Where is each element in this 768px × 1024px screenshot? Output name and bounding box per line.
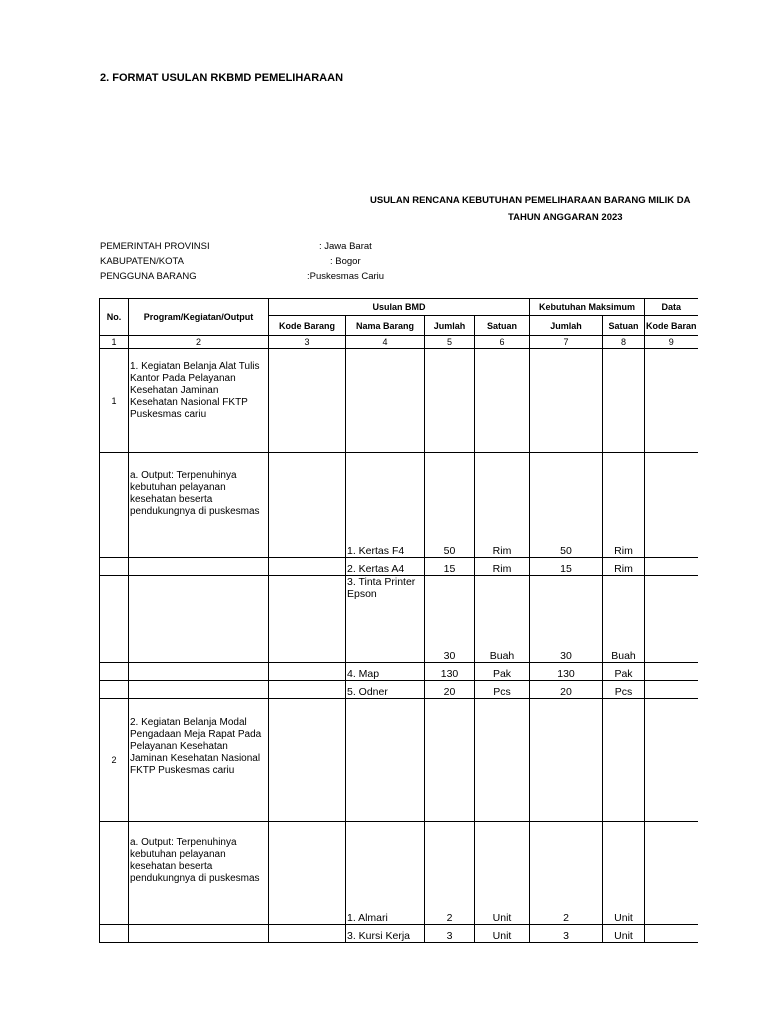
col-number: 9 [645,336,698,349]
item-jumlah: 2 [425,822,475,925]
kegiatan-text: 1. Kegiatan Belanja Alat Tulis Kantor Pada Pelayanan Kesehatan Jaminan Kesehatan Nasional FKTP Puskesmas cariu [129,349,269,453]
item-satuan-maks: Rim [603,453,645,558]
kota-label: KABUPATEN/KOTA [100,256,184,267]
col-number: 7 [530,336,603,349]
item-jumlah-maks: 20 [530,681,603,699]
output-text: a. Output: Terpenuhinya kebutuhan pelayanan kesehatan beserta pendukungnya di puskesmas [129,453,269,558]
pengguna-label: PENGGUNA BARANG [100,271,197,282]
header-nama-barang: Nama Barang [346,316,425,336]
col-number: 1 [100,336,129,349]
provinsi-value: : Jawa Barat [319,241,372,252]
item-satuan-maks: Unit [603,822,645,925]
item-satuan-maks: Unit [603,925,645,943]
rkbmd-table [99,298,698,943]
header-kebutuhan-maksimum: Kebutuhan Maksimum [530,299,645,316]
output-text: a. Output: Terpenuhinya kebutuhan pelayanan kesehatan beserta pendukungnya di puskesmas [129,822,269,925]
row-number: 2 [100,699,129,822]
header-kode-barang-data: Kode Baran [645,316,698,336]
item-satuan-maks: Pcs [603,681,645,699]
document-subtitle: TAHUN ANGGARAN 2023 [508,212,623,223]
col-number: 2 [129,336,269,349]
col-number: 3 [269,336,346,349]
header-jumlah: Jumlah [425,316,475,336]
item-nama: 5. Odner [346,681,425,699]
item-jumlah: 20 [425,681,475,699]
item-jumlah-maks: 3 [530,925,603,943]
kegiatan-text: 2. Kegiatan Belanja Modal Pengadaan Meja Rapat Pada Pelayanan Kesehatan Jaminan Kesehatan Nasional FKTP Puskesmas cariu [129,699,269,822]
item-jumlah: 50 [425,453,475,558]
kota-value: : Bogor [330,256,361,267]
item-satuan: Buah [475,576,530,663]
header-program: Program/Kegiatan/Output [129,299,269,336]
header-usulan-bmd: Usulan BMD [269,299,530,316]
item-satuan: Pak [475,663,530,681]
item-satuan: Rim [475,453,530,558]
header-no: No. [100,299,129,336]
col-number: 4 [346,336,425,349]
item-jumlah-maks: 2 [530,822,603,925]
item-nama: 1. Almari [346,822,425,925]
document-title: USULAN RENCANA KEBUTUHAN PEMELIHARAAN BARANG MILIK DA [370,195,691,206]
item-satuan-maks: Buah [603,576,645,663]
header-jumlah-maks: Jumlah [530,316,603,336]
col-number: 6 [475,336,530,349]
item-jumlah: 15 [425,558,475,576]
provinsi-label: PEMERINTAH PROVINSI [100,241,210,252]
header-satuan-maks: Satuan [603,316,645,336]
header-satuan: Satuan [475,316,530,336]
item-nama: 4. Map [346,663,425,681]
row-number: 1 [100,349,129,453]
item-jumlah-maks: 130 [530,663,603,681]
item-jumlah: 30 [425,576,475,663]
item-satuan: Rim [475,558,530,576]
item-jumlah: 3 [425,925,475,943]
header-kode-barang: Kode Barang [269,316,346,336]
item-nama: 3. Kursi Kerja [346,925,425,943]
item-nama: 1. Kertas F4 [346,453,425,558]
pengguna-value: :Puskesmas Cariu [307,271,385,282]
item-jumlah-maks: 15 [530,558,603,576]
col-number: 5 [425,336,475,349]
item-satuan-maks: Pak [603,663,645,681]
col-number: 8 [603,336,645,349]
item-satuan-maks: Rim [603,558,645,576]
item-satuan: Unit [475,822,530,925]
item-nama: 2. Kertas A4 [346,558,425,576]
page-heading: 2. FORMAT USULAN RKBMD PEMELIHARAAN [100,72,344,84]
item-nama: 3. Tinta Printer Epson [346,576,425,663]
item-satuan: Unit [475,925,530,943]
item-jumlah-maks: 50 [530,453,603,558]
item-jumlah-maks: 30 [530,576,603,663]
item-satuan: Pcs [475,681,530,699]
item-jumlah: 130 [425,663,475,681]
header-data: Data [645,299,698,316]
